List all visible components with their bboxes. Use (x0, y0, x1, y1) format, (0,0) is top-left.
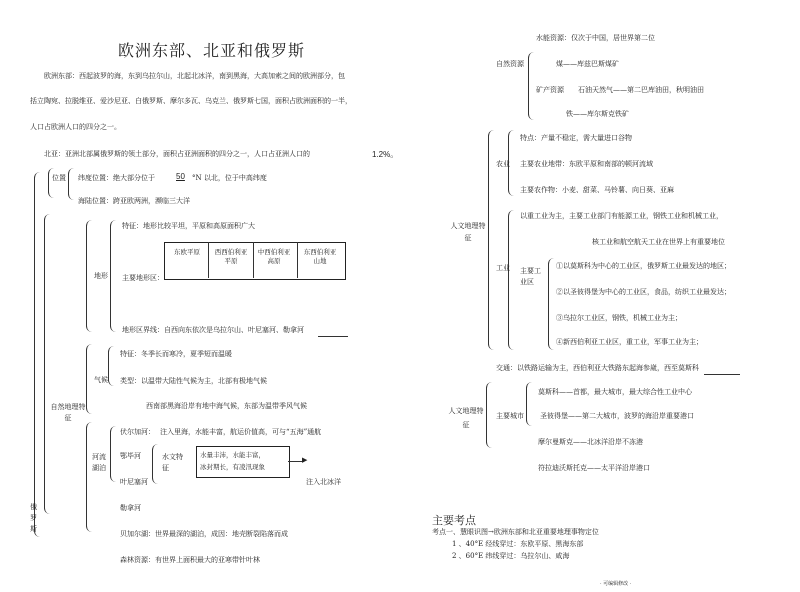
climate-sw: 西南部黑海沿岸有地中海气候，东部为温带季风气候 (146, 402, 307, 410)
industry-line-2: 核工业和航空航天工业在世界上有重要地位 (592, 238, 725, 246)
iron-text: 铁——库尔斯克铁矿 (566, 110, 629, 118)
baikal-text: 贝加尔湖：世界最深的湖泊，成因：地壳断裂陷落而成 (120, 530, 288, 538)
natural-label: 自然地理特征 (50, 403, 86, 422)
climate-types: 类型：以温带大陆性气候为主，北部有极地气候 (120, 377, 267, 385)
murmansk-text: 摩尔曼斯克——北冰洋沿岸不冻港 (538, 438, 643, 446)
climate-inner-brace (108, 346, 115, 386)
russia-brace (34, 172, 43, 537)
industry-line-1: 以重工业为主，主要工业部门有能源工业，钢铁工业和机械工业， (520, 212, 723, 220)
industry-area-4: ④新西伯利亚工业区，重工业，军事工业为主； (556, 338, 703, 346)
terrain-features: 特征：地形比较平坦，平原和高原面积广大 (122, 222, 255, 230)
intro-line-2: 括立陶宛、拉脱维亚、爱沙尼亚、白俄罗斯、摩尔多瓦、乌克兰、俄罗斯七国，面积占欧洲面积的一半， (30, 97, 352, 105)
terrain-brace (86, 220, 93, 332)
exam-point-3: 2 、60°E 纬线穿过：乌拉尔山、咸海 (452, 552, 570, 560)
terrain-cell-1: 东欧平原 (174, 248, 200, 256)
latitude-text: 纬度位置：绝大部分位于 (78, 174, 155, 182)
location-brace (48, 168, 55, 198)
hydro-line-2: 冰封期长，有凌汛现象 (200, 463, 265, 471)
crops: 主要农作物：小麦、甜菜、马铃薯、向日葵、亚麻 (520, 186, 674, 194)
mineral-label: 矿产资源 (536, 86, 564, 94)
climate-brace (86, 344, 93, 414)
hydro-line-1: 水量丰沛，水能丰富， (200, 451, 265, 459)
north-asia-text: 北亚：亚洲北部属俄罗斯的领土部分，面积占亚洲面积的四分之一，人口占亚洲人口的 (44, 150, 310, 158)
spb-text: 圣彼得堡——第二大城市，波罗的海沿岸重要港口 (540, 412, 694, 420)
agri-area: 主要农业地带：东欧平原和南部的顿河流域 (520, 160, 653, 168)
cities-brace (486, 382, 493, 448)
main-industry-areas: 主要工业区 (520, 267, 541, 286)
terrain-cell-2: 西西伯利亚平原 (214, 248, 248, 265)
terrain-cell-3: 中西伯利亚高原 (257, 248, 291, 265)
natural-brace (44, 214, 51, 514)
main-terrain-label: 主要地形区： (122, 274, 164, 282)
climate-label: 气候 (94, 376, 108, 384)
oil-text: 石油天然气——第二巴库油田，秋明油田 (578, 86, 704, 94)
arrow-head: ▶ (302, 456, 308, 464)
industry-area-1: ①以莫斯科为中心的工业区，俄罗斯工业最发达的地区； (556, 262, 731, 270)
volga-label: 伏尔加河： (120, 428, 155, 436)
latitude-value: 50 (176, 172, 185, 181)
rivers-group-brace (152, 444, 159, 484)
terrain-inner-brace (110, 220, 117, 332)
sea-land-text: 海陆位置：跨亚欧两洲，濒临三大洋 (78, 197, 190, 205)
rivers-brace (86, 422, 93, 532)
moscow-text: 莫斯科——首都，最大城市，最大综合性工业中心 (538, 388, 692, 396)
exam-point-2: 1 、40°E 经线穿过：东欧平原、黑海东部 (452, 540, 584, 548)
transport-text: 交通：以铁路运输为主，西伯利亚大铁路东起海参崴，西至莫斯科 (496, 364, 699, 372)
exam-title: 主要考点 (432, 514, 476, 527)
russia-label: 俄罗斯 (30, 503, 37, 533)
agri-label: 农业 (496, 160, 510, 168)
climate-feature: 特征：冬季长而寒冷，夏季短而温暖 (120, 350, 232, 358)
terrain-label: 地形 (94, 272, 108, 280)
cities-label: 主要城市 (496, 412, 524, 420)
human2-label: 人文地理特征 (448, 407, 484, 429)
mineral-brace (528, 52, 535, 120)
intro-line-3: 人口占欧洲人口的四分之一。 (30, 123, 121, 131)
areas-brace (548, 258, 555, 350)
industry-brace (508, 210, 515, 350)
page-title: 欧洲东部、北亚和俄罗斯 (118, 41, 306, 60)
latitude-rest: °N 以北，位于中高纬度 (192, 174, 267, 182)
human-brace (488, 130, 495, 350)
forest-text: 森林资源：有世界上面积最大的亚寒带针叶林 (120, 556, 260, 564)
natural-resources-label: 自然资源 (496, 60, 524, 68)
vladivostok-text: 符拉迪沃斯托克——太平洋沿岸港口 (538, 464, 650, 472)
volga-desc: 注入里海，水能丰富，航运价值高，可与“五海”通航 (160, 428, 322, 436)
rivers-label: 河流湖泊 (92, 453, 106, 472)
ob-river: 鄂毕河 (120, 452, 141, 460)
water-power: 水能资源：仅次于中国，居世界第二位 (536, 34, 655, 42)
arctic-text: 注入北冰洋 (306, 478, 341, 486)
page-footer: · 可编辑修改 · (600, 581, 632, 587)
industry-label: 工业 (496, 264, 510, 272)
yenisei-river: 叶尼塞河 (120, 478, 148, 486)
industry-area-3: ③乌拉尔工业区，钢铁，机械工业为主； (556, 314, 682, 322)
rivers-inner-brace (110, 426, 117, 482)
latitude-brace (68, 168, 75, 200)
lena-river: 勒拿河 (120, 504, 141, 512)
agri-feature: 特点：产量不稳定，需大量进口谷物 (520, 134, 632, 142)
exam-point-1: 考点一、慧眼识图→欧洲东部和北亚重要地理事物定位 (432, 528, 599, 536)
location-label: 位置 (52, 174, 66, 182)
coal-text: 煤——库兹巴斯煤矿 (556, 60, 619, 68)
industry-area-2: ②以圣彼得堡为中心的工业区，食品，纺织工业最发达； (556, 288, 731, 296)
terrain-cell-4: 东西伯利亚山地 (303, 248, 337, 265)
terrain-boundary: 地形区界线：自西向东依次是乌拉尔山、叶尼塞河、勒拿河 (122, 326, 304, 334)
human-label: 人文地理特征 (450, 222, 486, 242)
north-asia-percent: 1.2%。 (372, 150, 399, 159)
cities-inner-brace (526, 382, 533, 426)
intro-line-1: 欧洲东部：西起波罗的海，东到乌拉尔山，北起北冰洋，南到黑海，大高加索之间的欧洲部分，包 (44, 72, 345, 80)
hydro-label: 水文特征 (162, 453, 183, 472)
